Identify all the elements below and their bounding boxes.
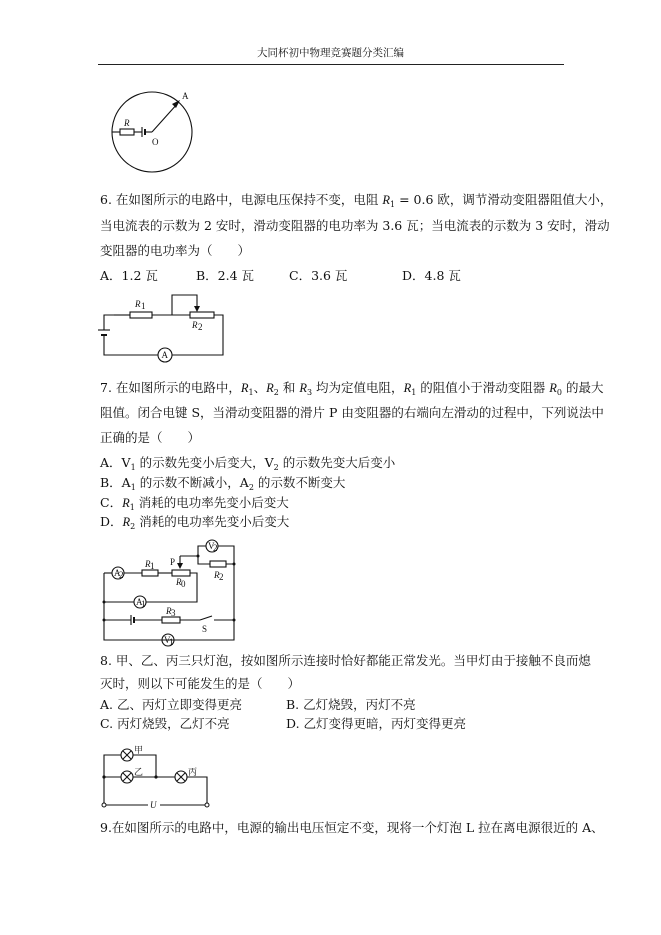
figure-q7-circuit [100, 541, 240, 647]
q6-option-b: B．2.4 瓦 [196, 268, 255, 283]
label-lamp-bing: 丙 [188, 767, 198, 777]
text-segment: 的示数不断减小，A [135, 475, 249, 490]
text-segment: 的最大 [561, 380, 604, 395]
q6-option-c: C．3.6 瓦 [289, 268, 348, 283]
q9-line [100, 820, 604, 836]
ammeter-a1-label: A [136, 597, 143, 607]
q6-line [100, 192, 612, 213]
label-lamp-yi: 乙 [134, 767, 144, 777]
symbol: R [240, 381, 249, 395]
subscript: 2 [273, 463, 279, 472]
label-r1: R [135, 299, 141, 309]
subscript: 2 [248, 483, 254, 492]
label-r1-sub: 1 [150, 561, 155, 571]
voltmeter-v2-sub: 2 [213, 543, 218, 553]
text-segment: 、 [253, 380, 267, 395]
subscript: 1 [130, 483, 136, 492]
label-r3-sub: 3 [171, 608, 176, 618]
ammeter-label: A [161, 350, 168, 360]
q7-option-a [100, 455, 395, 476]
label-r2: R [192, 320, 198, 330]
q8-line [100, 653, 591, 669]
ammeter-a2-sub: 2 [119, 570, 124, 580]
text-segment: 7. 在如图所示的电路中， [100, 380, 241, 395]
symbol: R [122, 496, 130, 510]
subscript: 0 [556, 388, 562, 397]
text-segment: = 0.6 欧，调节滑动变阻器阻值大小， [395, 192, 613, 207]
label-r1: R [145, 559, 151, 569]
ammeter-a1-sub: 1 [141, 599, 146, 609]
subscript: 1 [411, 388, 417, 397]
q6-option-d: D．4.8 瓦 [402, 268, 461, 283]
subscript: 2 [273, 388, 279, 397]
ammeter-a2-label: A [114, 568, 121, 578]
text-segment: B．A [100, 475, 131, 490]
figure-q8-circuit [100, 745, 220, 815]
label-r3: R [166, 606, 172, 616]
text-segment: 当电流表的示数为 2 安时，滑动变阻器的电功率为 3.6 瓦；当电流表的示数为 3 安时，滑动 [100, 218, 610, 233]
q8-line [100, 676, 300, 692]
page-header: 大同杯初中物理竞赛题分类汇编 [257, 47, 404, 59]
text-segment: 的示数先变大后变小 [278, 455, 396, 470]
q7-line [100, 405, 604, 421]
subscript: 1 [129, 503, 135, 512]
subscript: 1 [130, 463, 136, 472]
text-segment: D． [100, 514, 123, 529]
q8-option-d: D. 乙灯变得更暗，丙灯变得更亮 [286, 716, 467, 731]
label-r2-sub: 2 [198, 322, 203, 332]
q6-line [100, 243, 250, 259]
q7-line [100, 380, 603, 401]
figure-circle-circuit [110, 88, 200, 178]
label-p: P [170, 557, 176, 567]
header-rule [98, 64, 564, 65]
subscript: 1 [390, 200, 396, 209]
label-a: A [182, 91, 189, 101]
symbol: R [122, 515, 131, 529]
text-segment: 变阻器的电功率为（ ） [100, 243, 251, 258]
symbol: R [382, 193, 391, 207]
symbol: R [403, 381, 412, 395]
label-r: R [124, 118, 130, 128]
label-r0-sub: 0 [181, 579, 186, 589]
text-segment: A．V [100, 455, 131, 470]
voltmeter-v1-label: V [164, 635, 171, 645]
symbol: R [299, 381, 307, 395]
q6-option-a: A．1.2 瓦 [100, 268, 158, 283]
text-segment: C． [100, 495, 123, 510]
figure-q6-circuit [100, 292, 230, 364]
text-segment: 8. 甲、乙、丙三只灯泡，按如图所示连接时恰好都能正常发光。当甲灯由于接触不良而熄 [100, 653, 591, 668]
q8-option-c: C. 丙灯烧毁，乙灯不亮 [100, 716, 230, 731]
label-r2-sub: 2 [219, 572, 224, 582]
text-segment: 的示数先变小后变大，V [135, 455, 274, 470]
voltmeter-v1-sub: 1 [169, 637, 174, 647]
voltmeter-v2-label: V [208, 541, 215, 551]
text-segment: 灭时，则以下可能发生的是（ ） [100, 676, 301, 691]
text-segment: 消耗的电功率先变小后变大 [134, 495, 289, 510]
text-segment: 6. 在如图所示的电路中，电源电压保持不变，电阻 [100, 192, 383, 207]
label-r2: R [214, 570, 220, 580]
symbol: R [266, 381, 274, 395]
q7-line [100, 430, 200, 446]
label-s: S [202, 624, 208, 634]
q8-option-a: A. 乙、丙灯立即变得更亮 [100, 697, 242, 712]
text-segment: 消耗的电功率先变小后变大 [135, 514, 290, 529]
q6-line [100, 218, 610, 234]
subscript: 3 [306, 388, 313, 397]
text-segment: 9.在如图所示的电路中，电源的输出电压恒定不变，现将一个灯泡 L 拉在离电源很近的 A、 [100, 820, 604, 835]
label-voltage-u: U [150, 800, 157, 810]
text-segment: 和 [278, 380, 300, 395]
subscript: 2 [130, 522, 136, 531]
label-r0: R [176, 577, 182, 587]
symbol: R [549, 381, 557, 395]
label-o: O [152, 137, 159, 147]
text-segment: 均为定值电阻， [312, 380, 404, 395]
label-r1-sub: 1 [141, 301, 146, 311]
text-segment: 正确的是（ ） [100, 430, 201, 445]
q7-option-d [100, 514, 289, 535]
q8-option-b: B. 乙灯烧毁，丙灯不亮 [286, 697, 416, 712]
text-segment: 的示数不断变大 [253, 475, 346, 490]
text-segment: 阻值。闭合电键 S，当滑动变阻器的滑片 P 由变阻器的右端向左滑动的过程中，下列说法中 [100, 405, 604, 420]
label-lamp-jia: 甲 [134, 745, 144, 755]
q7-option-b [100, 475, 345, 496]
q7-option-c [100, 495, 289, 516]
text-segment: 的阻值小于滑动变阻器 [416, 380, 550, 395]
subscript: 1 [248, 388, 254, 397]
